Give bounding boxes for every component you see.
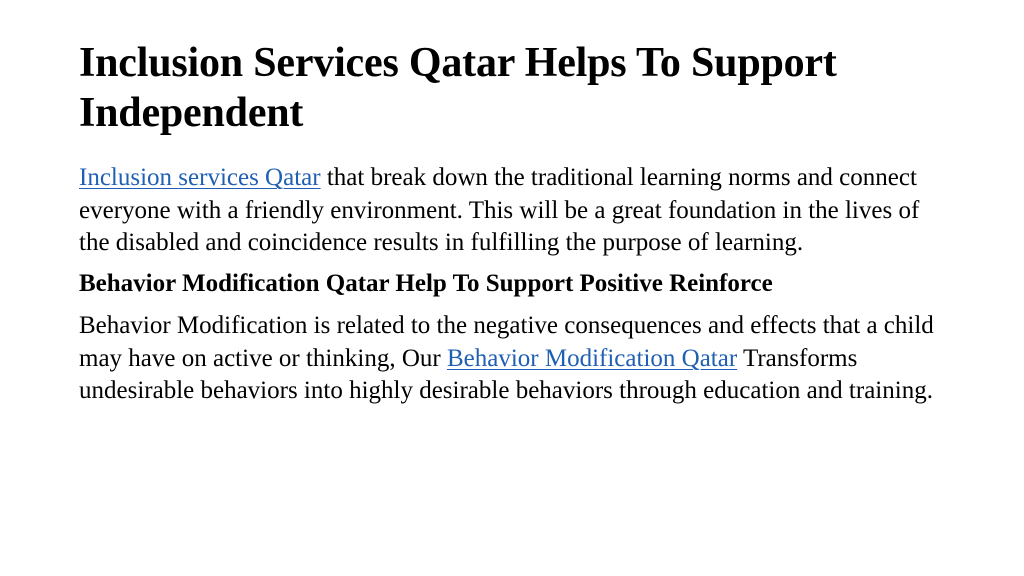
page-title: Inclusion Services Qatar Helps To Support Independent [79, 40, 837, 136]
inclusion-services-link[interactable]: Inclusion services Qatar [79, 164, 321, 191]
content-body [79, 162, 944, 408]
behavior-modification-link[interactable]: Behavior Modification Qatar [446, 344, 738, 372]
paragraph-behavior-text-after: Transforms undesirable behaviors into highly desirable behaviors through education and training. [79, 344, 933, 404]
section-heading-behavior: Behavior Modification Qatar Help To Support Positive Reinforce [79, 269, 773, 297]
paragraph-behavior [79, 310, 944, 408]
paragraph-inclusion-text: that break down the traditional learning norms and connect everyone with a friendly environment. This will be a great foundation in the lives of the disabled and coincidence results in fulfilling the purpose of learning. [79, 164, 920, 256]
paragraph-inclusion [79, 162, 944, 260]
paragraph-behavior-text-before: Behavior Modification is related to the negative consequences and effects that a child may have on active or thinking, Our [79, 312, 934, 372]
